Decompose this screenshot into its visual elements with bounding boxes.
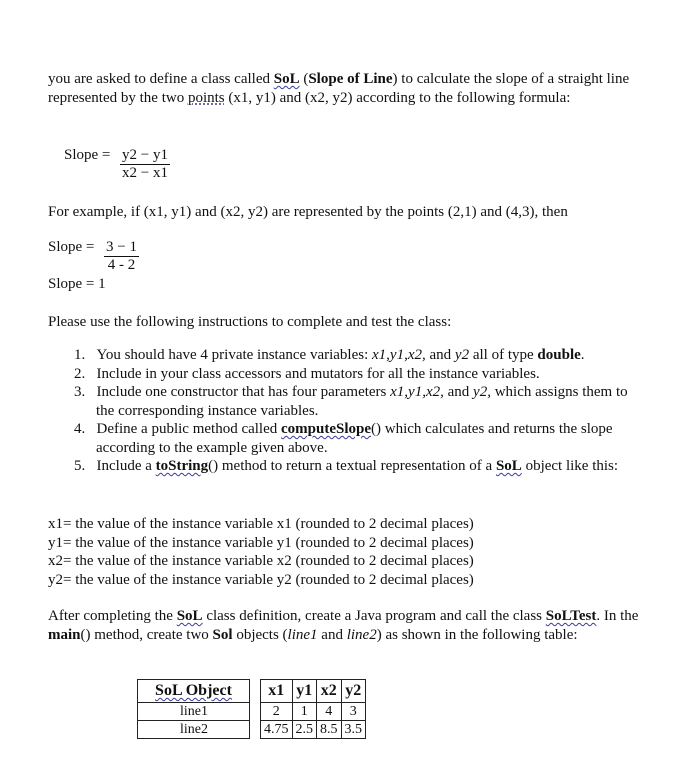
table-cell: line1 [138,703,250,721]
intro-text-1: you are asked to define a class called [48,71,274,87]
item-number: 4. [74,421,86,437]
method-to-string: toString [155,458,209,474]
example-denominator: 4 - 2 [107,257,136,273]
example-text: For example, if (x1, y1) and (x2, y2) are represented by the points (2,1) and (4,3), then [48,204,568,220]
instruction-item [48,420,638,457]
item-text: Include a [96,458,156,474]
class-name-sol-alt: Sol [212,627,233,643]
object-line2: line2 [346,627,377,643]
after-paragraph [48,607,648,645]
table-header-row [138,680,366,703]
table-row [138,703,366,721]
table-cell: 4.75 [261,721,293,739]
example-numerator: 3 − 1 [106,239,137,255]
object-line1: line1 [287,627,318,643]
method-compute-slope: computeSlope [281,421,372,437]
formula-label: Slope = [64,147,111,163]
item-text: and [425,347,455,363]
table-cell: 2.5 [292,721,317,739]
output-line: y1= the value of the instance variable y1 (rounded to 2 decimal places) [48,534,474,551]
item-text: You should have 4 private instance variables: [96,347,373,363]
table-header: y1 [292,680,317,703]
table-gap [250,680,261,703]
table-cell: 3.5 [341,721,366,739]
formula-fraction [120,147,170,182]
table-header: y2 [341,680,366,703]
method-main: main [48,627,81,643]
table-cell: 3 [341,703,366,721]
item-number: 1. [74,347,86,363]
output-line: x2= the value of the instance variable x2 (rounded to 2 decimal places) [48,553,474,569]
item-italic: y2, [473,384,491,400]
class-name-sol-test: SoLTest [545,608,597,624]
item-text: . [580,347,585,363]
item-text: Include one constructor that has four parameters [96,384,391,400]
item-bold: double [537,347,581,363]
class-name-sol: SoL [495,458,522,474]
table-cell: 1 [292,703,317,721]
table-cell: line2 [138,721,250,739]
table-row [138,721,366,739]
after-text: and [317,627,347,643]
intro-text-3: ) to calculate the slope of a straight line represented by the two [48,71,630,106]
item-text: Include in your class accessors and mutators for all the instance variables. [96,365,540,382]
intro-paragraph [48,70,648,108]
after-text: objects ( [232,627,288,643]
item-text: object like this: [521,458,619,474]
table-header: x2 [317,680,342,703]
class-name-sol: SoL [176,608,203,624]
item-text: which assigns them to the corresponding instance variables. [96,384,628,419]
item-italic: y2 [454,347,470,363]
item-number: 2. [74,365,86,382]
example-slope-label: Slope = [48,239,95,255]
table-gap [250,721,261,739]
sol-objects-table [137,679,366,739]
header-sol-object: SoL Object [155,682,232,699]
intro-text-4: (x1, y1) and (x2, y2) according to the following formula: [224,90,571,106]
instructions-list [48,346,638,476]
output-line: x1= the value of the instance variable x1 (rounded to 2 decimal places) [48,516,474,532]
tostring-output-lines [48,515,648,589]
intro-text-2: ( [299,71,309,87]
example-result: Slope = 1 [48,276,106,292]
after-text: class definition, create a Java program and call the class [202,608,546,624]
after-text: ) as shown in the following table: [376,627,578,643]
instruction-item [48,346,638,365]
table-cell: 4 [317,703,342,721]
table-cell: 2 [261,703,293,721]
formula-denominator: x2 − x1 [122,165,168,181]
table-cell: 8.5 [317,721,342,739]
item-text: and [443,384,474,400]
instruction-item [48,365,638,384]
item-text: () method to return a textual representation of a [208,458,496,474]
instructions-heading: Please use the following instructions to complete and test the class: [48,314,452,330]
table-gap [250,703,261,721]
class-name-sol: SoL [273,71,300,87]
table-header [138,680,250,703]
item-text: Define a public method called [96,421,282,437]
item-italic: x1,y1,x2, [372,347,426,363]
item-number: 3. [74,384,86,400]
formula-numerator: y2 − y1 [122,147,168,163]
after-text: After completing the [48,608,177,624]
after-text: . In the [596,608,639,624]
item-italic: x1,y1,x2, [390,384,444,400]
after-text: () method, create two [80,627,213,643]
item-number: 5. [74,458,86,474]
item-text: () which calculates and returns the slope according to the example given above. [96,421,613,456]
instruction-item [48,383,638,420]
item-text: all of type [469,347,538,363]
instruction-item [48,457,638,476]
intro-points-word: points [187,90,225,106]
example-fraction [104,239,139,274]
intro-bold-slope-of-line: Slope of Line [308,71,393,87]
output-line: y2= the value of the instance variable y2 (rounded to 2 decimal places) [48,571,474,588]
table-header: x1 [261,680,293,703]
